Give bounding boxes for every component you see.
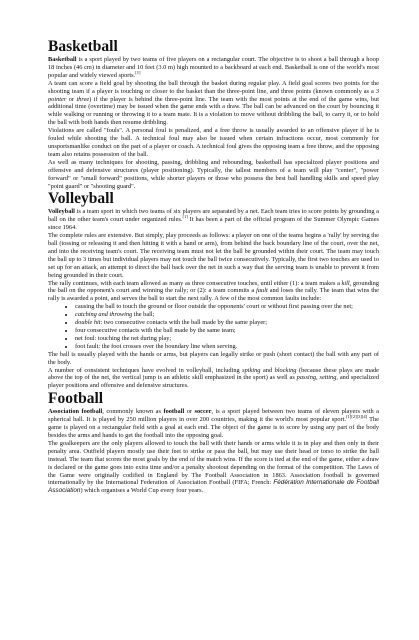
basketball-paragraph-3: Violations are called "fouls". A personal foul is penalized, and a free throw is usually awarded to an offensive player if he is fouled while shooting the ball. A technical foul may also be issued when certain infractions occur, most commonly for unsportsmanlike conduct on the part of a player or coach. A technical foul gives the opposing team a free throw, and the opposing team also retains possession of the ball. <box>48 127 379 158</box>
term-association-football: Association football <box>48 408 103 416</box>
football-paragraph-2: The goalkeepers are the only players allowed to touch the ball with their hands or arms while it is in play and then only in their penalty area. Outfield players mostly use their feet to strike or pass the ball, but may use their head or torso to strike the ball instead. The team that scores the most goals by the end of the match wins. If the score is tied at the end of the game, either a draw is declared or the game goes into extra time and/or a penalty shootout depending on the format of the competition. The Laws of the Game were originally codified in England by The Football Association in 1863. Association football is governed internationally by the International Federation of Association Football (FIFA; French: Fédération Internationale de Football Association) which organises a World Cup every four years. <box>48 439 379 495</box>
volleyball-paragraph-3: The rally continues, with each team allowed as many as three consecutive touches, until either (1): a team makes a kill, grounding the ball on the opponent's court and winning the rally; or (2): a team commits a fault and loses the rally. The team that wins the rally is awarded a point, and serves the ball to start the next rally. A few of the most common faults include: <box>48 279 379 303</box>
list-item: • causing the ball to touch the ground or floor outside the opponents' court or without first passing over the net; <box>75 303 379 311</box>
list-item: • four consecutive contacts with the ball made by the same team; <box>75 327 379 335</box>
volleyball-paragraph-2: The complete rules are extensive. But simply, play proceeds as follows: a player on one of the teams begins a 'rally' by serving the ball (tossing or releasing it and then hitting it with a hand or arm), from behind the back boundary line of the court, over the net, and into the receiving team's court. The receiving team must not let the ball be grounded within their court. The team may touch the ball up to 3 times but individual players may not touch the ball twice consecutively. Typically, the first two touches are used to set up for an attack, an attempt to direct the ball back over the net in such a way that the serving team is unable to prevent it from being grounded in their court. <box>48 232 379 279</box>
volleyball-paragraph-1: Volleyball is a team sport in which two teams of six players are separated by a net. Each team tries to score points by grounding a ball on the other team's court under organized rules.[1] It has been a part of the official program of the Summer Olympic Games since 1964. <box>48 208 380 232</box>
basketball-paragraph-2: A team can score a field goal by shooting the ball through the basket during regular play. A field goal scores two points for the shooting team if a player is touching or closer to the basket than the three-point line, and three points (known commonly as a 3 pointer or three) if the player is behind the three-point line. The team with the most points at the end of the game wins, but additional time (overtime) may be issued when the game ends with a draw. The ball can be advanced on the court by bouncing it while walking or running or throwing it to a team mate. It is a violation to move without dribbling the ball, to carry it, or to hold the ball with both hands then resume dribbling. <box>48 79 379 127</box>
volleyball-paragraph-5: A number of consistent techniques have evolved in volleyball, including spiking and blocking (because these plays are made above the top of the net, the vertical jump is an athletic skill emphasized in the sport) as well as passing, setting, and specialized player positions and offensive and defensive structures. <box>48 366 380 390</box>
heading-basketball: Basketball <box>48 38 118 55</box>
term-basketball: Basketball <box>48 56 77 63</box>
list-item: • double hit: two consecutive contacts with the ball made by the same player; <box>75 319 379 327</box>
list-item: • net foul: touching the net during play; <box>75 335 379 343</box>
list-item: • foot fault: the foot crosses over the boundary line when serving. <box>75 343 379 351</box>
basketball-paragraph-1: Basketball is a sport played by two teams of five players on a rectangular court. The objective is to shoot a ball through a hoop 18 inches (46 cm) in diameter and 10 feet (3.0 m) high mounted to a backboard at each end. Basketball is one of the world's most popular and widely viewed sports.[1] <box>48 56 379 79</box>
football-paragraph-1: Association football, commonly known as football or soccer, is a sport played between two teams of eleven players with a spherical ball. It is played by 250 million players in over 200 countries, making it the world's most popular sport.[1][2][3][4] The game is played on a rectangular field with a goal at each end. The object of the game is to score by using any part of the body besides the arms and hands to get the football into the opposing goal. <box>48 408 379 439</box>
heading-volleyball: Volleyball <box>48 190 114 208</box>
heading-football: Football <box>48 390 104 408</box>
term-volleyball: Volleyball <box>48 208 75 216</box>
reference-link[interactable]: [1][2][3][4] <box>346 414 368 420</box>
faults-list <box>48 303 379 350</box>
basketball-paragraph-4: As well as many techniques for shooting, passing, dribbling and rebounding, basketball has specialized player positions and offensive and defensive structures (player positioning). Typically, the tallest members of a team will play "center", "power forward" or "small forward" positions, while shorter players or those who possess the best ball handling skills and speed play "point guard" or "shooting guard". <box>48 158 379 190</box>
volleyball-paragraph-4: The ball is usually played with the hands or arms, but players can legally strike or push (short contact) the ball with any part of the body. <box>48 350 379 366</box>
reference-link[interactable]: [1] <box>182 214 188 220</box>
reference-link[interactable]: [1] <box>135 69 141 75</box>
list-item: • catching and throwing the ball; <box>75 311 379 319</box>
